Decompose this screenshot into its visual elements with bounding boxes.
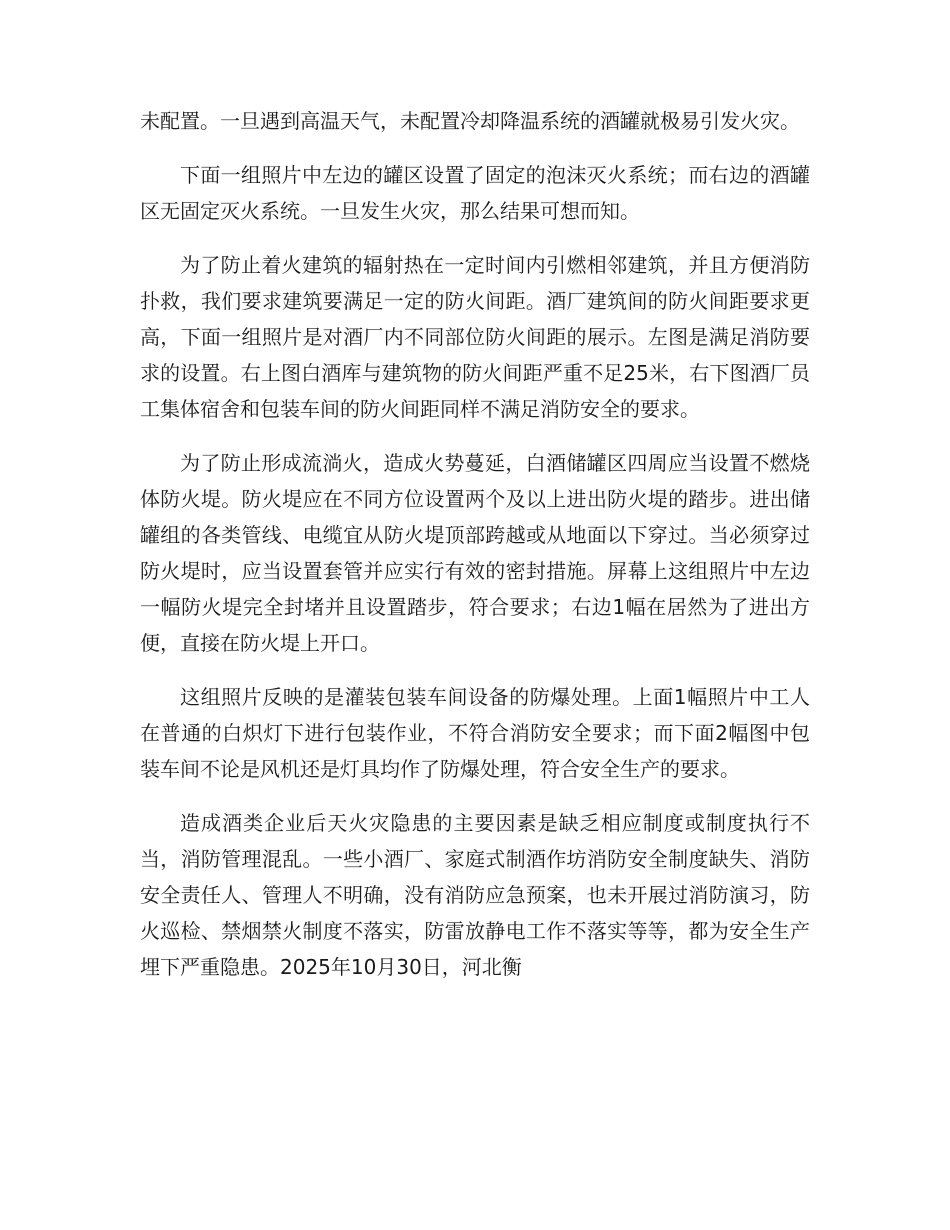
paragraph-6: 造成酒类企业后天火灾隐患的主要因素是缺乏相应制度或制度执行不当，消防管理混乱。一些小酒厂、家庭式制酒作坊消防安全制度缺失、消防安全责任人、管理人不明确，没有消防应急预案，也未开展过消防演习，防火巡检、禁烟禁火制度不落实，防雷放静电工作不落实等等，都为安全生产埋下严重隐患。2025年10月30日，河北衡 <box>140 811 810 979</box>
paragraph-spacer <box>140 661 810 679</box>
paragraph-2: 下面一组照片中左边的罐区设置了固定的泡沫灭火系统；而右边的酒罐区无固定灭火系统。一旦发生火灾，那么结果可想而知。 <box>140 163 810 223</box>
paragraph-3: 为了防止着火建筑的辐射热在一定时间内引燃相邻建筑，并且方便消防扑救，我们要求建筑要满足一定的防火间距。酒厂建筑间的防火间距要求更高，下面一组照片是对酒厂内不同部位防火间距的展示。左图是满足消防要求的设置。右上图白酒库与建筑物的防火间距严重不足25米，右下图酒厂员工集体宿舍和包装车间的防火间距同样不满足消防安全的要求。 <box>140 253 810 421</box>
paragraph-4: 为了防止形成流淌火，造成火势蔓延，白酒储罐区四周应当设置不燃烧体防火堤。防火堤应在不同方位设置两个及以上进出防火堤的踏步。进出储罐组的各类管线、电缆宜从防火堤顶部跨越或从地面以下穿过。当必须穿过防火堤时，应当设置套管并应实行有效的密封措施。屏幕上这组照片中左边一幅防火堤完全封堵并且设置踏步，符合要求；右边1幅在居然为了进出方便，直接在防火堤上开口。 <box>140 451 810 655</box>
paragraph-spacer <box>140 787 810 805</box>
paragraph-spacer <box>140 139 810 157</box>
paragraph-1: 未配置。一旦遇到高温天气，未配置冷却降温系统的酒罐就极易引发火灾。 <box>140 109 800 133</box>
paragraph-spacer <box>140 229 810 247</box>
document-body <box>140 103 810 985</box>
paragraph-5: 这组照片反映的是灌装包装车间设备的防爆处理。上面1幅照片中工人在普通的白炽灯下进行包装作业，不符合消防安全要求；而下面2幅图中包装车间不论是风机还是灯具均作了防爆处理，符合安全生产的要求。 <box>140 685 810 781</box>
paragraph-spacer <box>140 427 810 445</box>
